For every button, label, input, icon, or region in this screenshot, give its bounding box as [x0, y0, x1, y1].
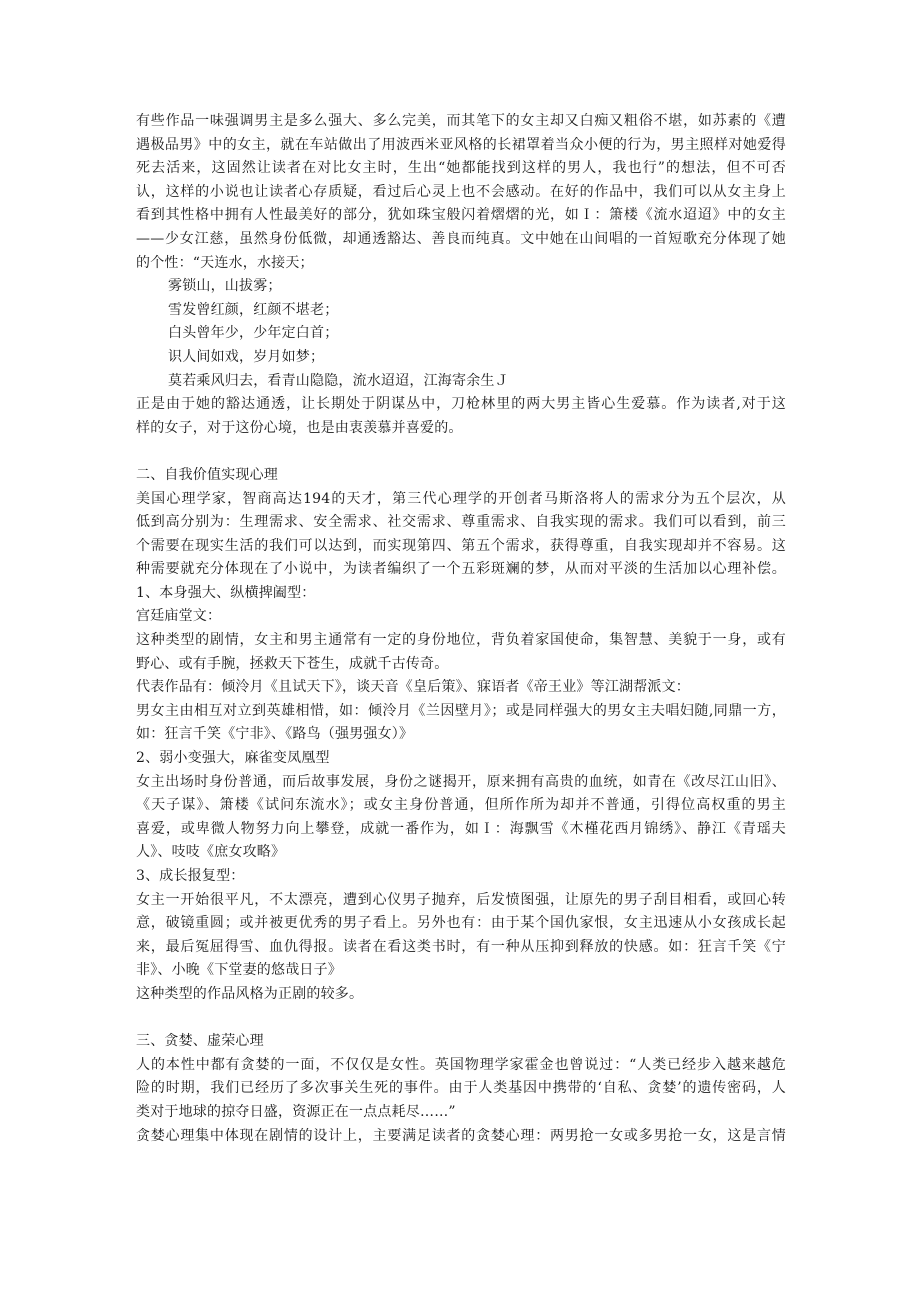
paragraph-line: ——少女江慈，虽然身份低微，却通透豁达、善良而纯真。文中她在山间唱的一首短歌充分体现了她: [136, 230, 786, 247]
paragraph-line: 正是由于她的豁达通透，让长期处于阴谋丛中，刀枪林里的两大男主皆心生爱慕。作为读者,对于这: [136, 396, 786, 413]
poem-line: 莫若乘风归去，看青山隐隐，流水迢迢，江海寄余生Ｊ: [168, 372, 509, 389]
paragraph-line: 《天子谋》、箫楼《试问东流水》；或女主身份普通，但所作所为却并不普通，引得位高权重的男主: [136, 797, 786, 814]
paragraph-line: 遇极品男》中的女主，就在车站做出了用波西米亚风格的长裙罩着当众小便的行为，男主照样对她爱得: [136, 136, 786, 153]
paragraph-line: 看到其性格中拥有人性最美好的部分，犹如珠宝般闪着熠熠的光，如Ｉ：箫楼《流水迢迢》中的女主: [136, 207, 786, 224]
section-heading: 二、自我价值实现心理: [136, 466, 278, 483]
poem-line: 雾锁山，山拔雾；: [168, 278, 282, 295]
section-gap: [136, 440, 786, 464]
subsection-label: 宫廷庙堂文：: [136, 608, 222, 625]
paragraph-line: 男女主由相互对立到英雄相惜，如：倾泠月《兰因壁月》；或是同样强大的男女主夫唱妇随,同鼎一方，: [136, 702, 786, 719]
section-heading: 三、贪婪、虚荣心理: [136, 1033, 264, 1050]
subsection-heading: 3、成长报复型：: [136, 868, 245, 884]
paragraph-line: 的个性：“天连水，水接天；: [136, 254, 314, 271]
paragraph-line: 喜爱，或卑微人物努力向上攀登，成就一番作为，如Ｉ：海飘雪《木槿花西月锦绣》、静江《青瑶夫: [136, 820, 786, 837]
poem-line: 白头曾年少，少年定白首；: [168, 325, 339, 342]
paragraph-line: 野心、或有手腕，拯救天下苍生，成就千古传奇。: [136, 655, 449, 672]
paragraph-line: 女主出场时身份普通，而后故事发展，身份之谜揭开，原来拥有高贵的血统，如青在《改尽江山旧》、: [136, 773, 786, 790]
paragraph-line: 死去活来，这固然让读者在对比女主时，生出“她都能找到这样的男人，我也行”的想法，但不可否: [136, 160, 786, 177]
paragraph-line: 认，这样的小说也让读者心存质疑，看过后心灵上也不会感动。在好的作品中，我们可以从女主身上: [136, 183, 786, 200]
section-gap: [136, 1007, 786, 1031]
poem-line: 雪发曾红颜，红颜不堪老；: [168, 301, 339, 318]
subsection-heading: 2、弱小变强大，麻雀变凤凰型: [136, 750, 330, 767]
paragraph-line: 类对于地球的掠夺日盛，资源正在一点点耗尽……”: [136, 1103, 456, 1120]
poem-line: 识人间如戏，岁月如梦；: [168, 348, 325, 365]
subsection-heading: 1、本身强大、纵横捭阖型：: [136, 584, 316, 601]
paragraph-line: 非》、小晚《下堂妻的悠哉日子》: [136, 962, 342, 979]
paragraph-line: 女主一开始很平凡，不太漂亮，遭到心仪男子抛弃，后发愤图强，让原先的男子刮目相看，或回心转: [136, 891, 786, 908]
paragraph-line: 来，最后冤屈得雪、血仇得报。读者在看这类书时，有一种从压抑到释放的快感。如：狂言千笑《宁: [136, 938, 786, 955]
paragraph-line: 这种类型的剧情，女主和男主通常有一定的身份地位，背负着家国使命，集智慧、美貌于一身，或有: [136, 632, 786, 649]
paragraph-line: 人》、吱吱《庶女攻略》: [136, 844, 286, 861]
paragraph-line: 种需要就充分体现在了小说中，为读者编织了一个五彩斑斓的梦，从而对平淡的生活加以心理补偿。: [136, 561, 786, 578]
paragraph-line: 个需要在现实生活的我们可以达到，而实现第四、第五个需求，获得尊重，自我实现却并不容易。这: [136, 537, 786, 554]
paragraph-line: 如：狂言千笑《宁非》、《路鸟（强男强女）》: [136, 726, 414, 743]
paragraph-line: 美国心理学家，智商高达194的天才，第三代心理学的开创者马斯洛将人的需求分为五个层次，从: [136, 490, 786, 507]
paragraph-line: 代表作品有：倾泠月《且试天下》，谈天音《皇后策》、寐语者《帝王业》等江湖帮派文：: [136, 679, 690, 696]
paragraph-line: 样的女子，对于这份心境，也是由衷羡慕并喜爱的。: [136, 419, 463, 436]
paragraph-line: 意，破镜重圆；或并被更优秀的男子看上。另外也有：由于某个国仇家恨，女主迅速从小女孩成长起: [136, 915, 786, 932]
paragraph-line: 有些作品一味强调男主是多么强大、多么完美，而其笔下的女主却又白痴又粗俗不堪，如苏素的《遭: [136, 113, 786, 129]
document-page: [136, 110, 786, 1148]
paragraph-line: 人的本性中都有贪婪的一面，不仅仅是女性。英国物理学家霍金也曾说过：“人类已经步入越来越危: [136, 1056, 786, 1073]
paragraph-line: 险的时期，我们已经历了多次事关生死的事件。由于人类基因中携带的‘自私、贪婪’的遗传密码，人: [136, 1080, 786, 1097]
paragraph-line: 这种类型的作品风格为正剧的较多。: [136, 985, 364, 1002]
paragraph-line: 低到高分别为：生理需求、安全需求、社交需求、尊重需求、自我实现的需求。我们可以看到，前三: [136, 514, 786, 531]
paragraph-line: 贪婪心理集中体现在剧情的设计上，主要满足读者的贪婪心理：两男抢一女或多男抢一女，这是言情: [136, 1127, 786, 1144]
